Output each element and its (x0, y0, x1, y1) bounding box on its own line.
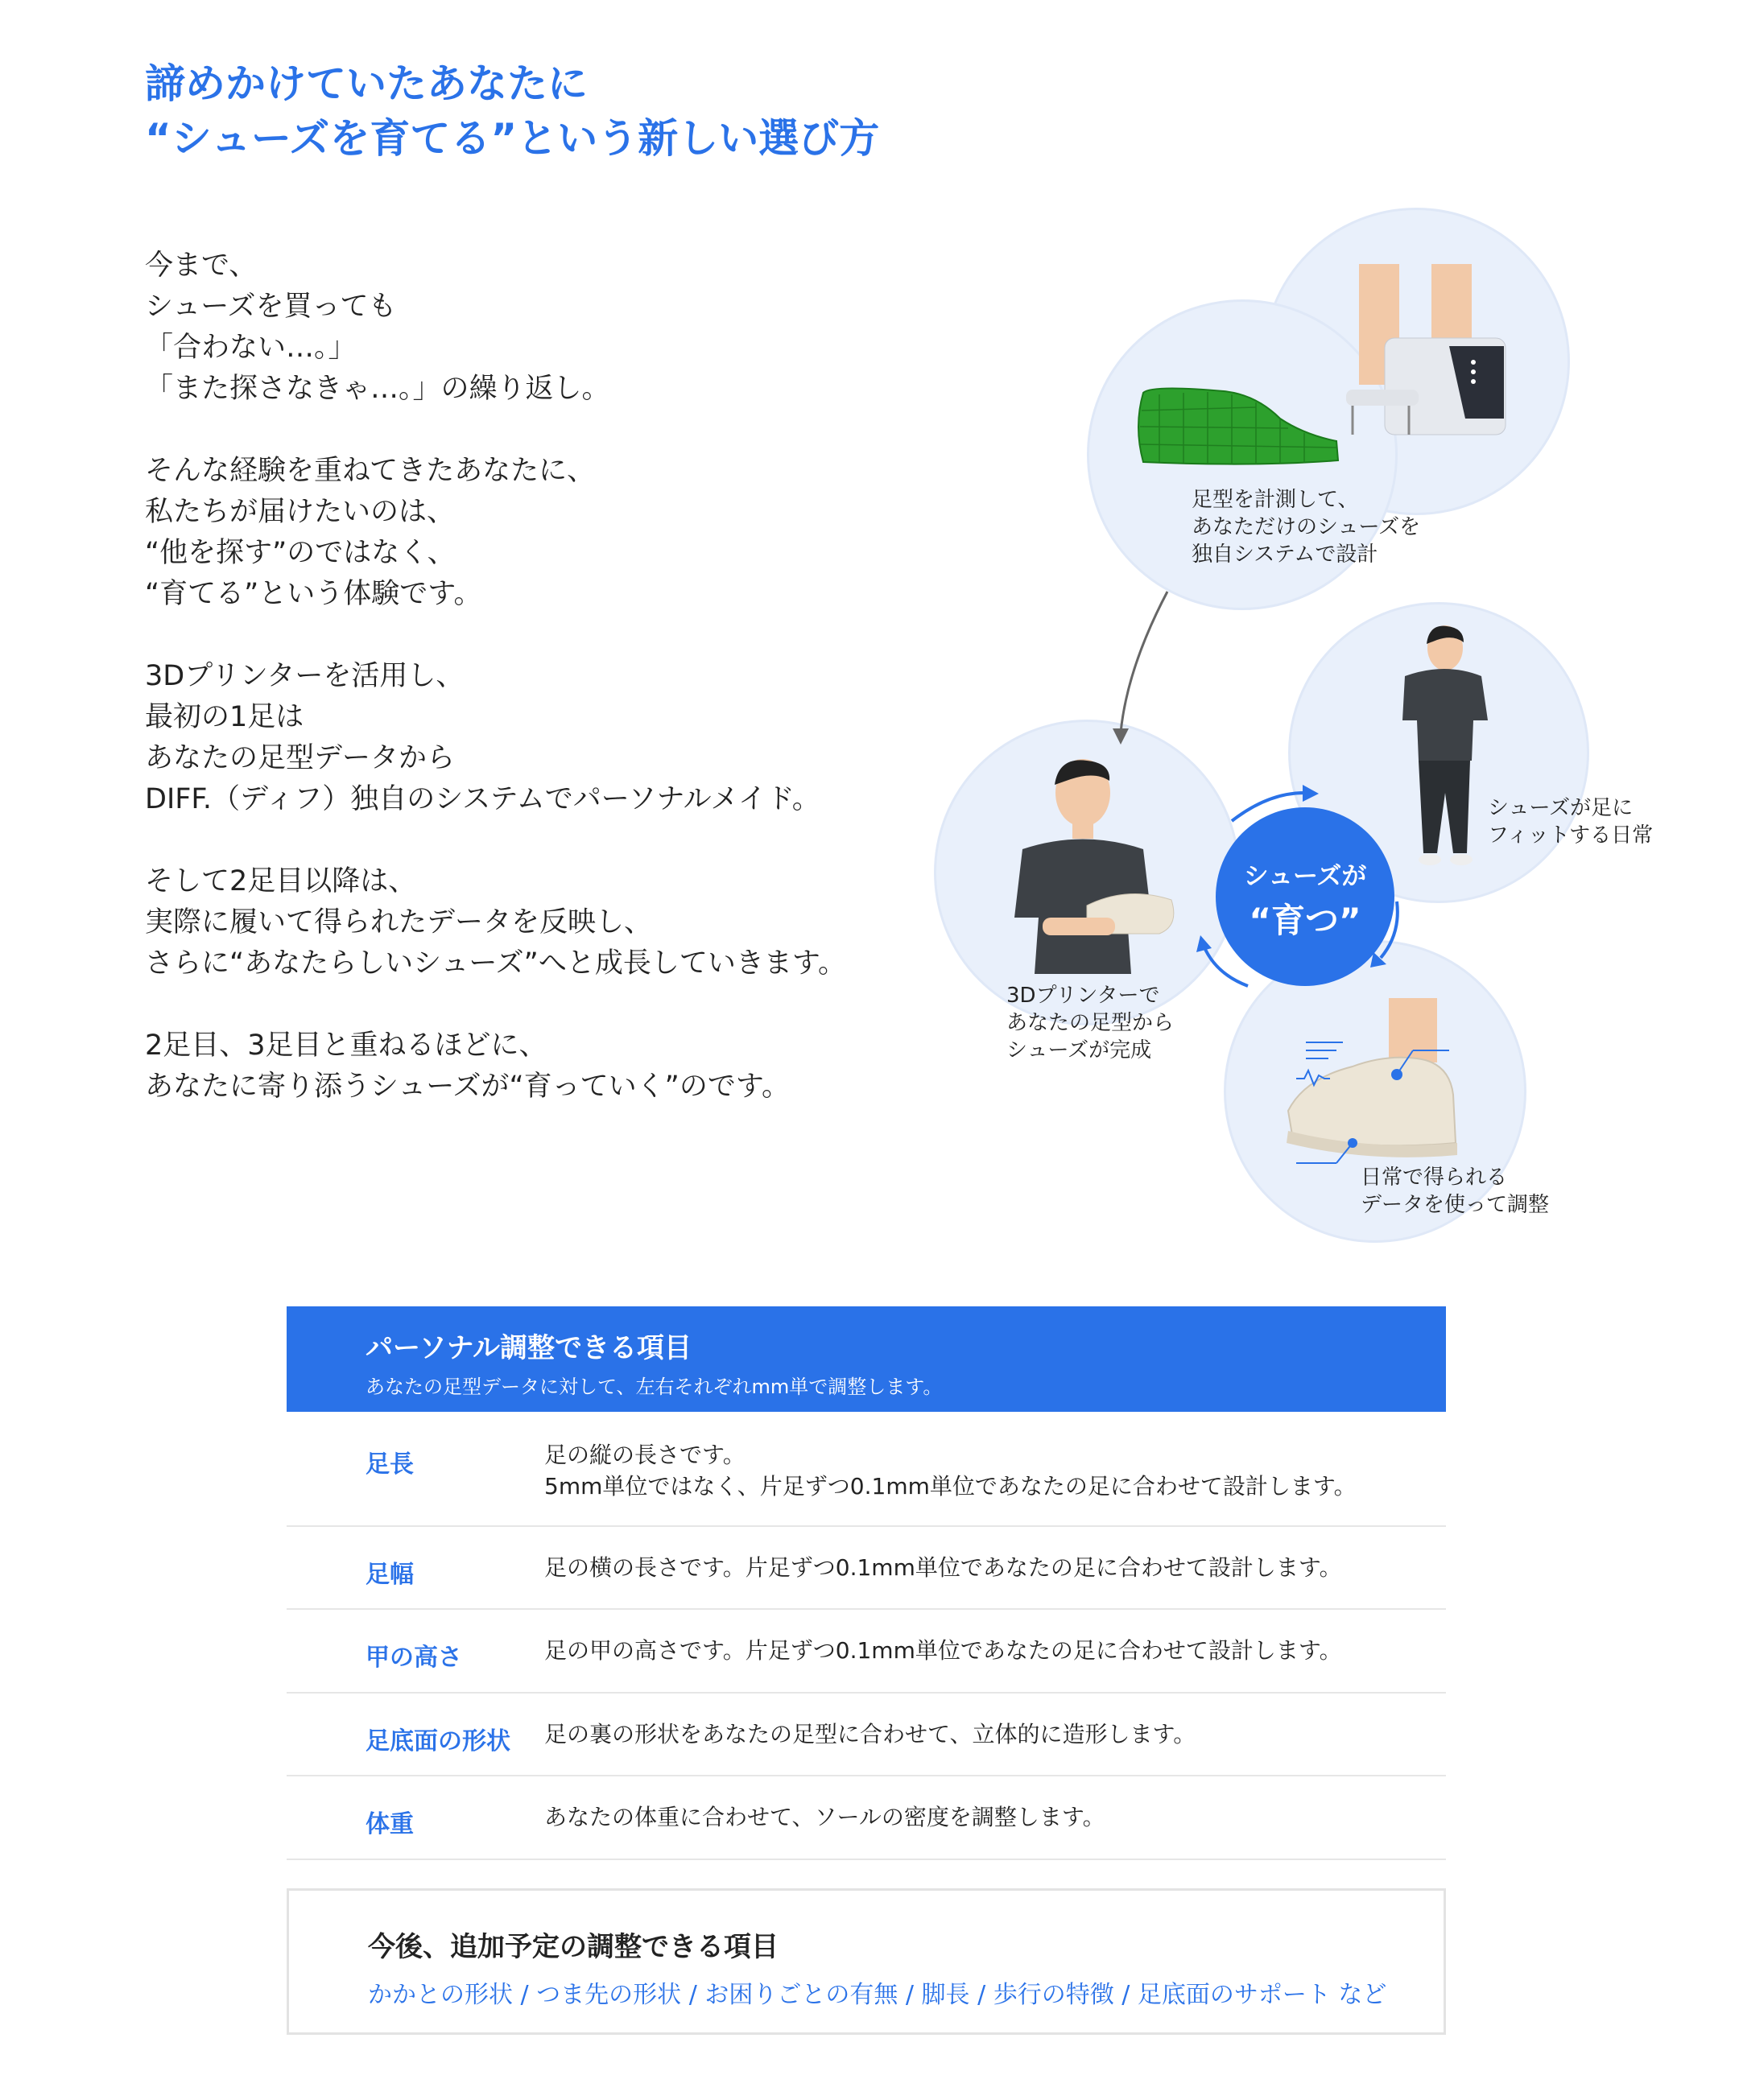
intro-line: 3Dプリンターを活用し、 (145, 660, 465, 692)
caption-line: シューズが足に (1488, 796, 1634, 820)
intro-line: そんな経験を重ねてきたあなたに、 (145, 455, 596, 487)
row-description-line: 足の横の長さです。片足ずつ0.1mm単位であなたの足に合わせて設計します。 (544, 1554, 1342, 1581)
3d-foot-last-icon (1138, 388, 1338, 464)
table-row (287, 1610, 1446, 1694)
row-description-line: 足の甲の高さです。片足ずつ0.1mm単位であなたの足に合わせて設計します。 (544, 1637, 1342, 1664)
caption-line: あなただけのシューズを (1192, 515, 1421, 539)
intro-line: 「合わない…。」 (145, 332, 357, 364)
caption-data (1361, 1164, 1549, 1219)
intro-line: 実際に履いて得られたデータを反映し、 (145, 906, 653, 939)
table-row (287, 1694, 1446, 1776)
row-label: 甲の高さ (366, 1644, 462, 1672)
sensor-shoe-icon (1287, 998, 1457, 1163)
headline-line-2: “シューズを育てる”という新しい選び方 (145, 115, 880, 162)
row-description (544, 1552, 1342, 1583)
caption-walk (1488, 794, 1653, 849)
caption-line: 足型を計測して、 (1192, 488, 1359, 512)
row-description-line: 5mm単位ではなく、片足ずつ0.1mm単位であなたの足に合わせて設計します。 (544, 1473, 1357, 1500)
row-description-line: 足の裏の形状をあなたの足型に合わせて、立体的に造形します。 (544, 1721, 1196, 1747)
caption-scan (1192, 486, 1420, 568)
caption-line: データを使って調整 (1361, 1193, 1550, 1217)
row-label: 足長 (366, 1450, 414, 1479)
caption-line: 3Dプリンターで (1006, 984, 1160, 1008)
headline-line-1: 諦めかけていたあなたに (145, 60, 588, 107)
future-items-list: かかとの形状 / つま先の形状 / お困りごとの有無 / 脚長 / 歩行の特徴 / 足底面のサポート など (368, 1981, 1387, 2009)
intro-line: “他を探す”のではなく、 (145, 537, 456, 569)
table-row (287, 1527, 1446, 1610)
caption-line: 独自システムで設計 (1192, 543, 1378, 567)
row-description-line: あなたの体重に合わせて、ソールの密度を調整します。 (544, 1804, 1105, 1830)
intro-line: DIFF.（ディフ）独自のシステムでパーソナルメイド。 (145, 783, 820, 815)
row-label: 体重 (366, 1810, 414, 1838)
intro-line: シューズを買っても (145, 291, 397, 323)
intro-line: あなたの足型データから (145, 742, 456, 774)
caption-line: シューズが完成 (1006, 1038, 1152, 1062)
table-header (287, 1306, 1446, 1412)
cycle-arrowhead (1196, 935, 1212, 952)
intro-line: さらに“あなたらしいシューズ”へと成長していきます。 (145, 947, 847, 980)
row-label: 足底面の形状 (366, 1727, 510, 1756)
row-description-line: 足の縦の長さです。 (544, 1442, 746, 1468)
arrow-scan-to-print (1121, 592, 1167, 732)
caption-print (1006, 982, 1174, 1064)
intro-line: 今まで、 (145, 250, 258, 282)
row-label: 足幅 (366, 1561, 414, 1589)
person-holding-shoe-icon (1014, 759, 1174, 974)
caption-line: あなたの足型から (1006, 1011, 1175, 1035)
intro-line: あなたに寄り添うシューズが“育っていく”のです。 (145, 1071, 791, 1103)
shoe-grows-badge (1216, 807, 1394, 986)
intro-line: “育てる”という体験です。 (145, 578, 482, 610)
intro-line: 「また探さなきゃ…。」の繰り返し。 (145, 373, 610, 405)
badge-line-2: “育つ” (1249, 901, 1361, 940)
foot-scanner-icon (1346, 264, 1506, 435)
future-items-title: 今後、追加予定の調整できる項目 (368, 1931, 779, 1963)
row-description (544, 1635, 1342, 1666)
row-description (544, 1718, 1196, 1750)
walking-person-icon (1402, 625, 1488, 865)
badge-line-1: シューズが (1243, 862, 1367, 891)
table-subtitle: あなたの足型データに対して、左右それぞれmm単で調整します。 (366, 1376, 943, 1398)
future-items-box (287, 1888, 1446, 2035)
row-description (544, 1801, 1105, 1833)
intro-line: そして2足目以降は、 (145, 865, 417, 897)
table-row (287, 1776, 1446, 1860)
cycle-arrowhead (1303, 785, 1319, 802)
intro-line: 2足目、3足目と重ねるほどに、 (145, 1029, 547, 1062)
table-row (287, 1412, 1446, 1527)
intro-line: 最初の1足は (145, 701, 304, 733)
row-description (544, 1439, 1357, 1502)
intro-line: 私たちが届けたいのは、 (145, 496, 456, 528)
caption-line: 日常で得られる (1361, 1166, 1508, 1190)
table-title: パーソナル調整できる項目 (366, 1332, 692, 1364)
caption-line: フィットする日常 (1488, 823, 1654, 848)
